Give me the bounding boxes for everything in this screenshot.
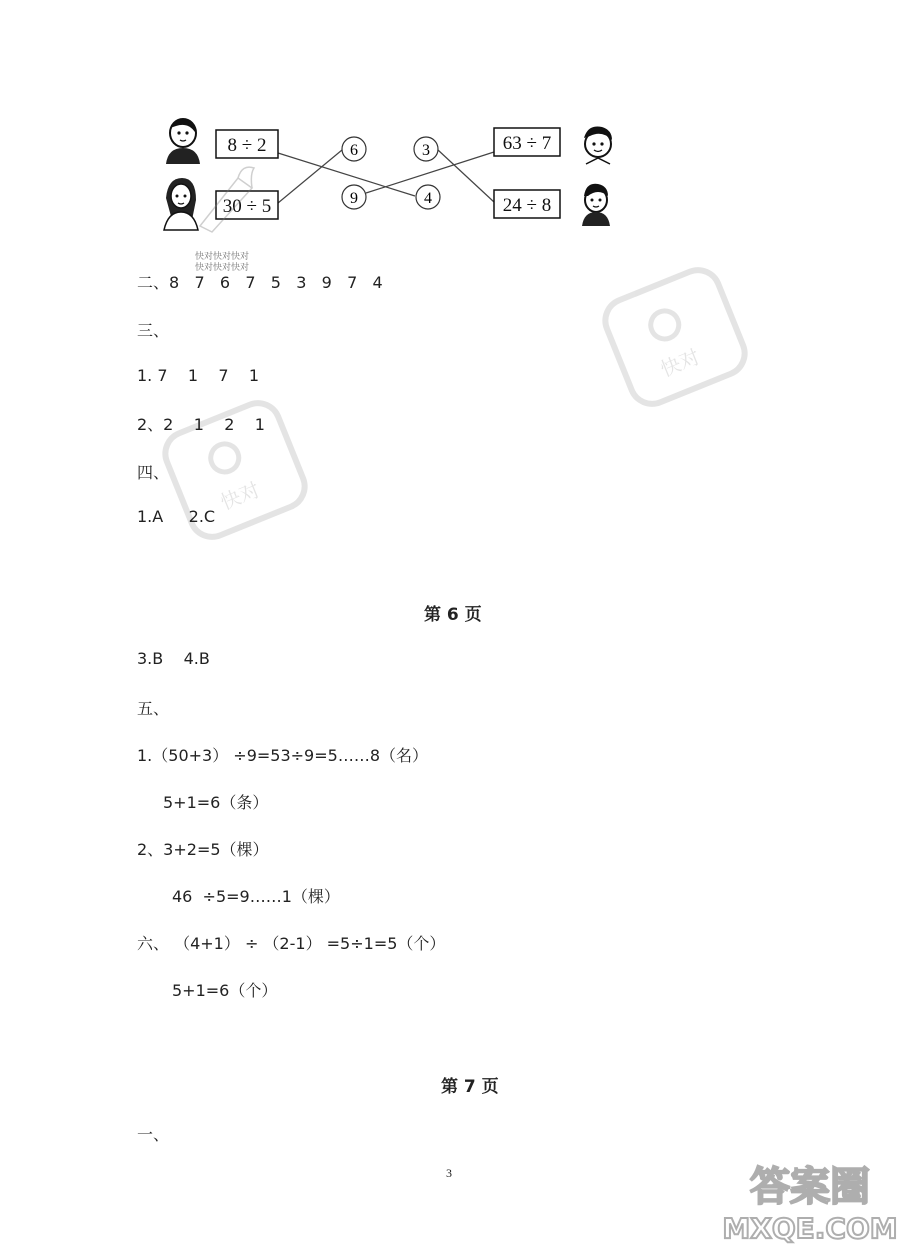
answer-line: 1.A 2.C [137,507,216,526]
girl-icon [164,178,198,230]
watermark-stamp-text: 快对 [657,344,704,382]
watermark-stamp-text: 快对 [217,477,264,515]
page-number: 3 [446,1166,452,1180]
boy-bottom-right-icon [582,184,610,226]
expr-text: 24 ÷ 8 [502,195,552,216]
expr-text: 8 ÷ 2 [227,135,267,156]
answer-line: 2、2 1 2 1 [137,415,265,434]
section-label: 四、 [137,463,170,482]
answer-line: 5+1=6（个） [172,981,278,1000]
watermark-line: 快对快对快对 [195,263,250,273]
brand-watermark-bottom: MXQE.COM [722,1212,898,1245]
page-heading: 第 6 页 [424,605,482,625]
circle-number: 9 [350,190,358,207]
expr-text: 63 ÷ 7 [502,133,552,154]
answer-line: 1. 7 1 7 1 [137,366,260,385]
watermark-stamp [590,262,760,412]
section-label: 五、 [137,699,170,718]
answer-line: 2、3+2=5（棵） [137,840,269,859]
boy-right-icon [584,126,612,164]
answer-line: 二、8 7 6 7 5 3 9 7 4 [137,273,383,292]
expr-text: 30 ÷ 5 [222,196,272,217]
section-label: 一、 [137,1125,170,1144]
section-label: 三、 [137,321,170,340]
boy-icon [166,119,200,164]
matching-figure [150,108,630,240]
watermark-line: 快对快对快对 [195,252,250,262]
answer-line: 46 ÷5=9……1（棵） [172,887,340,906]
answer-line: 六、 （4+1） ÷ （2-1） =5÷1=5（个） [137,934,446,953]
circle-number: 6 [350,142,358,159]
brand-watermark-top: 答案圈 [750,1164,870,1210]
brand-watermark [722,1158,898,1246]
circle-number: 3 [422,142,430,159]
answer-line: 3.B 4.B [137,649,210,668]
answer-line: 1.（50+3） ÷9=53÷9=5……8（名） [137,746,429,765]
circle-number: 4 [424,190,432,207]
page-heading: 第 7 页 [441,1077,499,1097]
answer-line: 5+1=6（条） [163,793,269,812]
